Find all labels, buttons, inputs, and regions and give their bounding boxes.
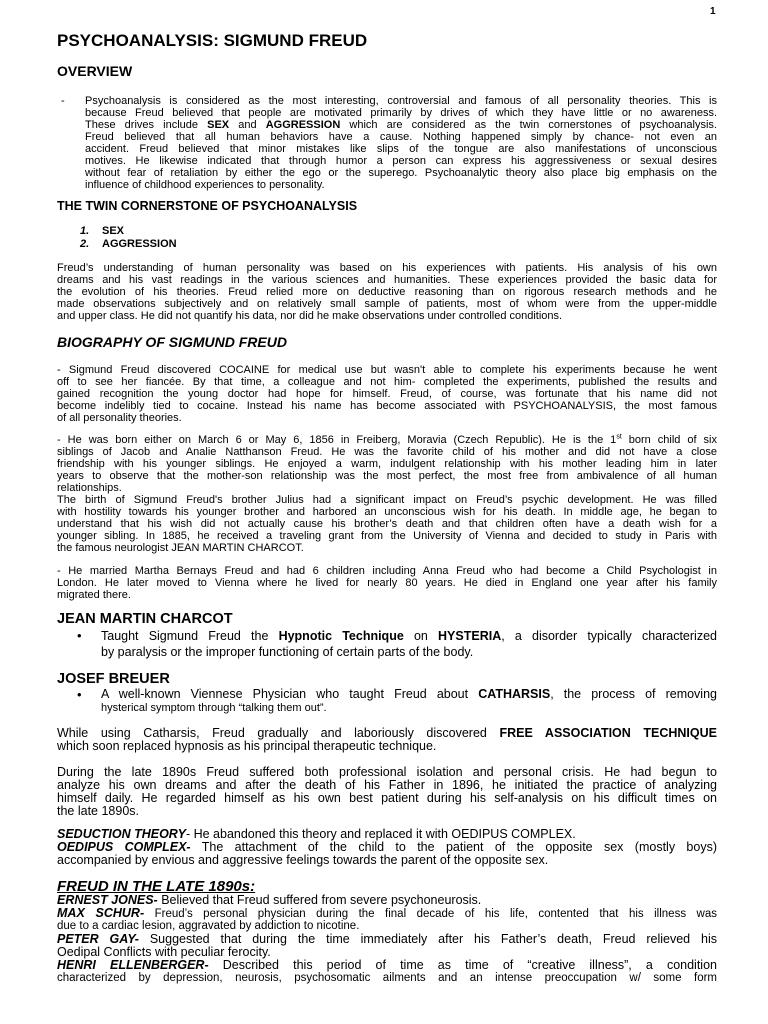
bio-line: understand that his wish did not actually cause his brother’s death and that children often have a death wish for a [57,518,717,530]
text-run: , the process of removing [550,687,717,701]
bio-line: off to see her fiancée. By that time, a colleague and not him- completed the experiments, published the results and [57,376,717,388]
hypnotic-technique-term: Hypnotic Technique [278,629,404,643]
overview-line: Psychoanalysis is considered as the most interesting, controversial and famous of all personality theories. This is [85,95,717,107]
late-1890s-line: During the late 1890s Freud suffered both professional isolation and personal crisis. He had begun to [57,765,717,779]
bio-line: years to observe that the mother-son relationship was the most perfect, the most free from ambivalence of all human [57,470,717,482]
list-item: AGGRESSION [102,238,177,250]
aggression-term: AGGRESSION [265,119,341,131]
bio-line: become indelibly tied to cocaine. Instead his name has become associated with PSYCHOANALYSIS, the most famous [57,400,717,412]
free-association-line: which soon replaced hypnosis as his principal therapeutic technique. [57,739,437,753]
text-run: These drives include [85,119,208,131]
twin-cornerstone-heading: THE TWIN CORNERSTONE OF PSYCHOANALYSIS [57,199,358,213]
ernest-jones-label: ERNEST JONES- [57,893,158,907]
oedipus-line: accompanied by envious and aggressive feelings towards the parent of the opposite sex. [57,853,549,867]
overview-line: because Freud believed that people are motivated primarily by drives of which they have little or no awareness. [85,107,717,119]
text-run: which are considered as the twin cornerstones of psychoanalysis. [340,119,717,131]
breuer-line: hysterical symptom through “talking them out”. [101,702,327,714]
overview-line [85,119,717,131]
bio-line: - He married Martha Bernays Freud and had 6 children including Anna Freud who had become a Child Psychologist in [57,565,717,577]
text-run: Taught Sigmund Freud the [101,629,279,643]
text-run: Described this period of time as time of “creative illness”, a condition [208,958,717,972]
bio-line: with hostility towards his younger brother and harbored an unconscious wish for his death. In middle age, he began to [57,506,717,518]
ellenberger-line [57,959,717,972]
breuer-line [101,687,717,701]
text-run: born child of six [621,434,717,446]
freud-late-heading: FREUD IN THE LATE 1890s: [57,878,256,895]
overview-line: Freud believed that all human behaviors have a cause. Nothing happened simply by chance- not even an [85,131,717,143]
breuer-heading: JOSEF BREUER [57,671,170,687]
twin-paragraph-line: made observations subjectively and on relatively small sample of patients, most of whom were from the upper-middle [57,298,717,310]
bio-line: younger sibling. In 1885, he received a traveling grant from the University of Vienna and decided to study in Paris with [57,530,717,542]
bio-line: of all personality theories. [57,412,182,424]
list-number: 2. [80,238,90,250]
overview-line: accident. Freud believed that minor mistakes like slips of the tongue are also manifestations of unconscious [85,143,717,155]
hysteria-term: HYSTERIA [438,629,502,643]
sex-term: SEX [207,119,230,131]
overview-line: influence of childhood experiences to personality. [85,179,325,191]
late-1890s-line: himself daily. He regarded himself as his own best patient during his self-analysis on his difficult times on [57,791,717,805]
bio-line [57,434,717,446]
bullet-icon: • [77,628,82,643]
bio-line: friendship with his younger siblings. He enjoyed a warm, indulgent relationship with his mother leading him in later [57,458,717,470]
bio-line: London. He later moved to Vienna where he lived for nearly 80 years. He died in England one year after his family [57,577,717,589]
max-schur-line: due to a cardiac lesion, aggravated by addiction to nicotine. [57,920,360,932]
bio-line: siblings of Jacob and Analie Natthanson Freud. He was the favorite child of his mother and did not have a close [57,446,717,458]
charcot-line [101,629,717,643]
bio-line: - Sigmund Freud discovered COCAINE for medical use but wasn't able to complete his experiments because he went [57,364,717,376]
charcot-heading: JEAN MARTIN CHARCOT [57,611,233,627]
charcot-line: by paralysis or the improper functioning of certain parts of the body. [101,645,474,659]
biography-heading: BIOGRAPHY OF SIGMUND FREUD [57,334,287,350]
text-run: The attachment of the child to the patient of the opposite sex (mostly boys) [190,840,717,854]
bullet-icon: • [77,687,82,702]
bio-line: migrated there. [57,589,131,601]
twin-paragraph-line: Freud’s understanding of human personality was based on his experiences with patients. His analysis of his own [57,262,717,274]
text-run: on [403,629,439,643]
max-schur-line [57,907,717,921]
text-run: , a disorder typically characterized [501,629,717,643]
twin-paragraph-line: dreams and his vast readings in the various sciences and humanities. These experiences provided the basic data for [57,274,717,286]
late-1890s-line: analyze his own dreams and after the death of his Father in 1896, he initiated the practice of analyzing [57,778,717,792]
bio-line: gained recognition the young doctor had hope for himself. Freud, of course, was fortunate that his name did not [57,388,717,400]
free-association-term: FREE ASSOCIATION TECHNIQUE [499,726,717,740]
text-run: and [229,119,266,131]
bio-line: relationships. [57,482,122,494]
text-run: Suggested that during the time immediately after his Father’s death, Freud relieved his [138,932,717,946]
ordinal-suffix: st [616,433,622,441]
bio-line: the famous neurologist JEAN MARTIN CHARCOT. [57,542,304,554]
ellenberger-line: characterized by depression, neurosis, psychosomatic ailments and an intense preoccupation w/ some form [57,972,717,984]
catharsis-term: CATHARSIS [478,687,551,701]
late-1890s-line: the late 1890s. [57,804,140,818]
text-run: - He abandoned this theory and replaced it with OEDIPUS COMPLEX. [185,827,576,841]
text-run: - He was born either on March 6 or May 6, 1856 in Freiberg, Moravia (Czech Republic). He is the 1 [57,434,617,446]
page-title: PSYCHOANALYSIS: SIGMUND FREUD [57,31,368,50]
ellenberger-label: HENRI ELLENBERGER- [57,958,209,972]
text-run: A well-known Viennese Physician who taught Freud about [101,687,479,701]
overview-line: motives. He likewise indicated that through humor a person can express his aggressiveness or sexual desires [85,155,717,167]
list-number: 1. [80,225,90,237]
text-run: Believed that Freud suffered from severe psychoneurosis. [157,893,482,907]
bio-line: The birth of Sigmund Freud's brother Julius had a significant impact on Freud’s psychic development. He was filled [57,494,717,506]
twin-paragraph-line: and upper class. He did not quantify his data, nor did he make observations under controlled conditions. [57,310,563,322]
ernest-jones-line [57,894,717,907]
text-run: Freud’s personal physician during the final decade of his life, contented that his illness was [144,908,717,920]
overview-dash: - [61,95,65,107]
max-schur-label: MAX SCHUR- [57,906,145,920]
oedipus-complex-label: OEDIPUS COMPLEX- [57,840,191,854]
list-item: SEX [102,225,125,237]
page-number: 1 [710,6,716,17]
twin-paragraph-line: the evolution of his theories. Freud relied more on deductive reasoning than on rigorous research methods and he [57,286,717,298]
peter-gay-line: Oedipal Conflicts with peculiar ferocity. [57,945,271,959]
overview-line: without fear of retaliation by either the ego or the superego. Psychoanalytic theory also place big emphasis on the [85,167,717,179]
seduction-theory-label: SEDUCTION THEORY [57,827,186,841]
peter-gay-label: PETER GAY- [57,932,139,946]
overview-heading: OVERVIEW [57,63,133,79]
text-run: While using Catharsis, Freud gradually and laboriously discovered [57,726,500,740]
